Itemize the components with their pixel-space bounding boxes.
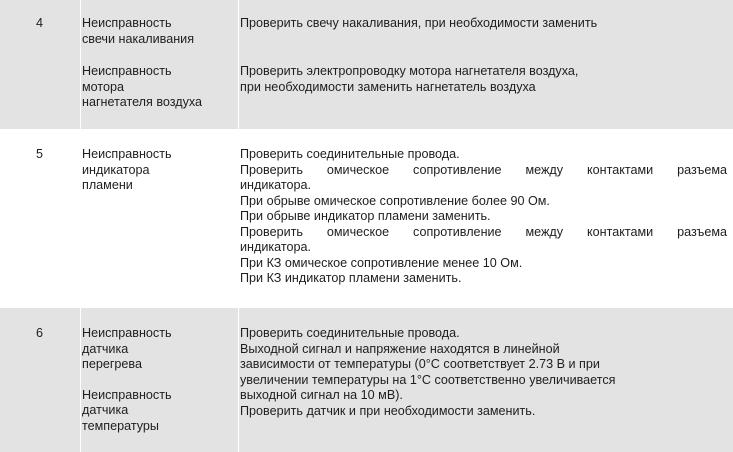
fault-text: температуры bbox=[82, 418, 159, 433]
action-text: При КЗ индикатор пламени заменить. bbox=[240, 271, 462, 285]
action-cell bbox=[240, 326, 727, 419]
action-text: Проверить соединительные провода. bbox=[240, 326, 460, 340]
fault-text: Неисправность bbox=[82, 387, 172, 402]
action-text: выходной сигнал на 10 мВ). bbox=[240, 388, 403, 402]
action-text: Проверить электропроводку мотора нагнетателя воздуха, bbox=[240, 64, 579, 78]
action-text: Выходной сигнал и напряжение находятся в линейной bbox=[240, 341, 560, 356]
action-cell bbox=[240, 16, 727, 95]
action-text: индикатора. bbox=[240, 240, 312, 254]
fault-text: Неисправность bbox=[82, 147, 172, 161]
fault-text: мотора bbox=[82, 79, 125, 94]
fault-text: датчика bbox=[82, 341, 129, 356]
fault-text: индикатора bbox=[82, 162, 150, 177]
action-text: при необходимости заменить нагнетатель воздуха bbox=[240, 79, 536, 94]
table-row-4: 4 Неисправность свечи накаливания Неисправность мотора нагнетателя воздуха Проверить свечу накаливания, при необходимости заменить Проверить электропроводку мотора нагнетателя воздуха, при необходимости заменить нагнетатель воздуха bbox=[0, 0, 733, 129]
action-text: При обрыве омическое сопротивление более 90 Ом. bbox=[240, 193, 550, 208]
fault-cell bbox=[82, 326, 237, 434]
fault-text: Неисправность bbox=[82, 16, 172, 30]
table-row-5: 5 Неисправность индикатора пламени Проверить соединительные провода. Проверить омическое сопротивление между контактами разъема индикатора. При обрыве омическое сопротивление более 90 Ом. При обрыве индикатор пламени заменить. Проверить омическое сопротивление между контактами разъема индикатора. При КЗ омическое сопротивление менее 10 Ом. При КЗ индикатор пламени заменить. bbox=[0, 129, 733, 308]
fault-text: датчика bbox=[82, 403, 129, 417]
action-text: Проверить омическое сопротивление между контактами разъема bbox=[240, 162, 727, 177]
fault-cell bbox=[82, 147, 237, 194]
action-text: увеличении температуры на 1°С соответственно увеличивается bbox=[240, 372, 616, 387]
fault-text: Неисправность bbox=[82, 64, 172, 78]
action-text: При обрыве индикатор пламени заменить. bbox=[240, 209, 491, 223]
action-text: Проверить соединительные провода. bbox=[240, 147, 460, 161]
action-text: индикатора. bbox=[240, 178, 312, 192]
action-text: Проверить омическое сопротивление между контактами разъема bbox=[240, 224, 727, 239]
action-text: зависимости от температуры (0°С соответствует 2.73 В и при bbox=[240, 357, 600, 371]
fault-text: пламени bbox=[82, 178, 133, 192]
fault-text: нагнетателя воздуха bbox=[82, 95, 203, 109]
fault-cell bbox=[82, 16, 237, 111]
action-text: Проверить датчик и при необходимости заменить. bbox=[240, 403, 536, 418]
fault-text: Неисправность bbox=[82, 326, 172, 340]
action-text: При КЗ омическое сопротивление менее 10 Ом. bbox=[240, 255, 523, 270]
fault-text: перегрева bbox=[82, 357, 142, 371]
table-row-6: 6 Неисправность датчика перегрева Неисправность датчика температуры Проверить соединительные провода. Выходной сигнал и напряжение находятся в линейной зависимости от температуры (0°С соответствует 2.73 В и при увеличении температуры на 1°С соответственно увеличивается выходной сигнал на 10 мВ). Проверить датчик и при необходимости заменить. bbox=[0, 308, 733, 452]
fault-text: свечи накаливания bbox=[82, 31, 195, 46]
action-text: Проверить свечу накаливания, при необходимости заменить bbox=[240, 16, 598, 30]
action-cell bbox=[240, 147, 727, 287]
